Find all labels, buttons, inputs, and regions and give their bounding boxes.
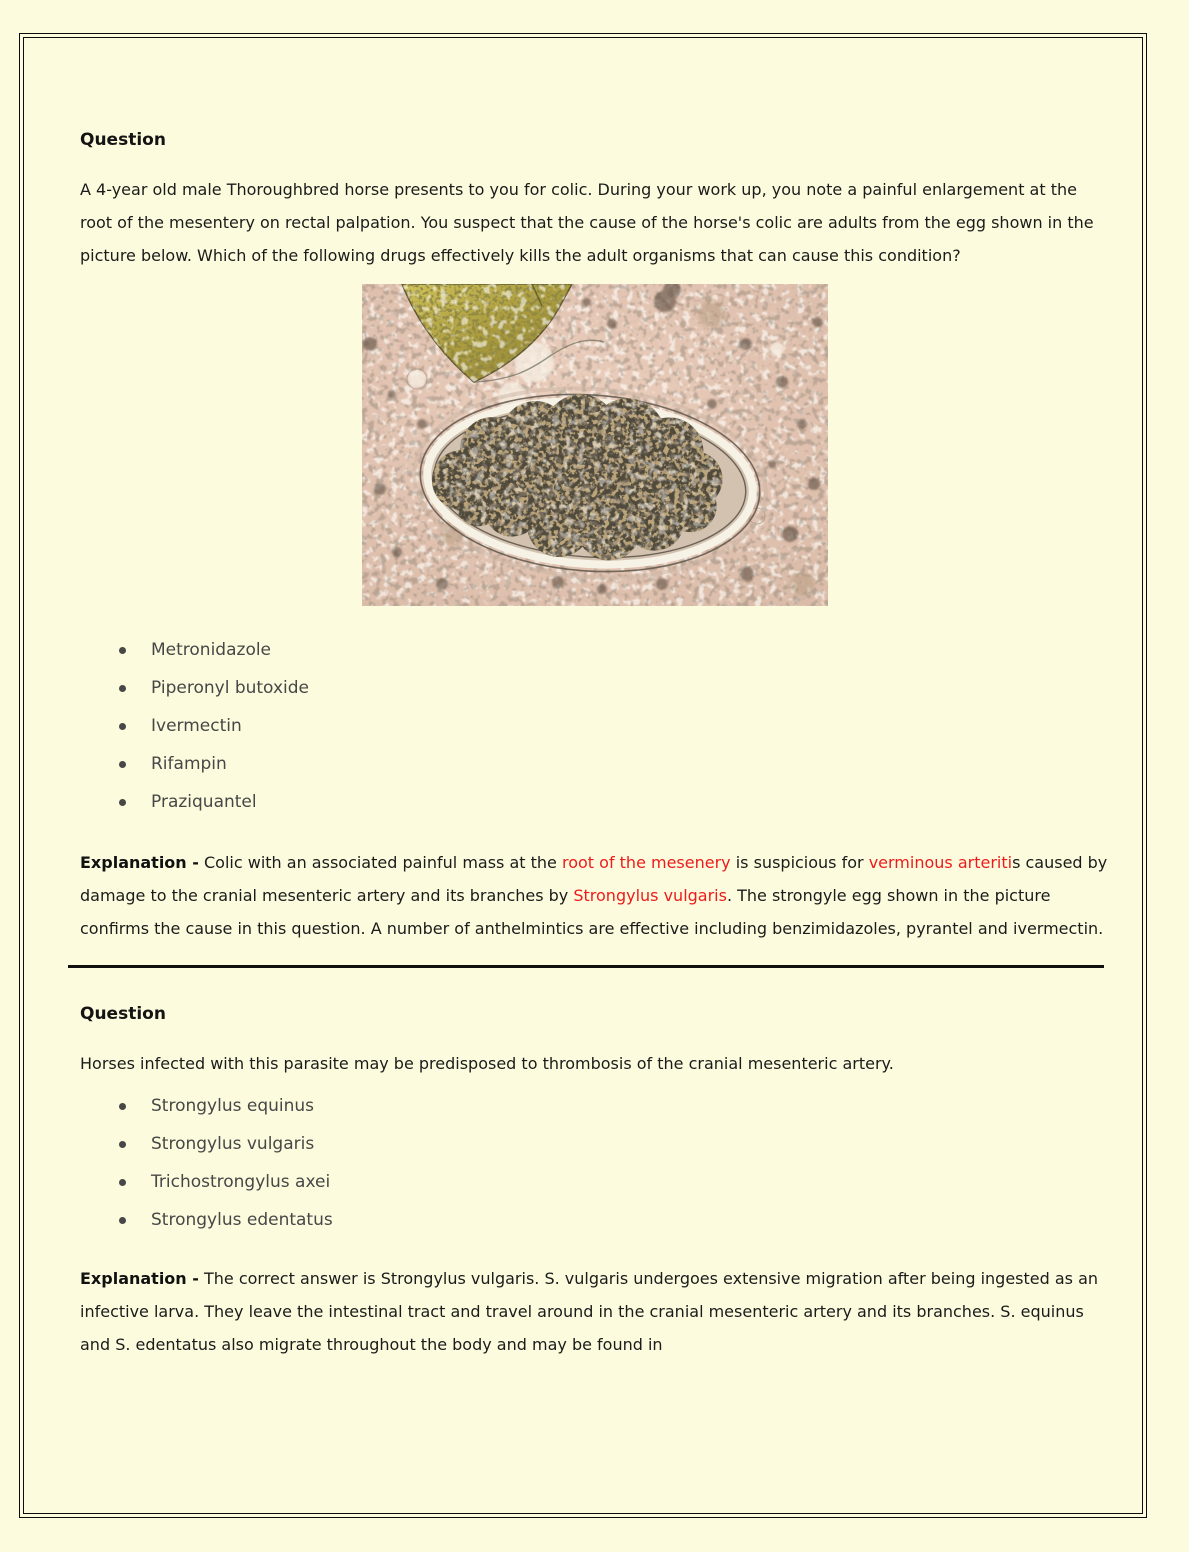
explanation-segment: s caused by damage to the cranial mesenteric artery and its branches by — [80, 853, 1108, 905]
answer-option[interactable] — [119, 1133, 1109, 1155]
section-divider — [68, 965, 1104, 968]
explanation-label: Explanation - — [80, 1269, 199, 1288]
answer-option[interactable] — [119, 1095, 1109, 1117]
question-heading: Question — [80, 130, 166, 150]
explanation-segment: The correct answer is Strongylus vulgaris. S. vulgaris undergoes extensive migration after being ingested as an infective larva. They leave the intestinal tract and travel around in the cranial mesenteric artery and its branches. S. equinus and S. edentatus also migrate throughout the body and may be found in — [80, 1269, 1099, 1354]
explanation-segment: Colic with an associated painful mass at the — [204, 853, 562, 872]
answer-option-label: Strongylus equinus — [151, 1096, 315, 1116]
explanation-paragraph — [80, 1262, 1109, 1361]
answer-options-list-2 — [80, 1095, 1109, 1231]
answer-option[interactable] — [119, 791, 1109, 813]
question-block-2 — [80, 1004, 1109, 1361]
explanation-paragraph — [80, 846, 1109, 945]
micrograph-image — [362, 284, 828, 606]
explanation-segment: . The strongyle egg shown in the picture confirms the cause in this question. A number of anthelmintics are effective including benzimidazoles, pyrantel and ivermectin. — [80, 886, 1104, 938]
explanation-highlight: Strongylus vulgaris — [573, 886, 727, 905]
answer-option-label: Praziquantel — [151, 792, 257, 812]
explanation-highlight: verminous arteriti — [868, 853, 1013, 872]
question-block-1 — [80, 130, 1109, 945]
answer-option-label: Strongylus vulgaris — [151, 1134, 315, 1154]
question-text: Horses infected with this parasite may be predisposed to thrombosis of the cranial mesenteric artery. — [80, 1054, 894, 1073]
strongyle-egg-micrograph — [362, 284, 828, 606]
answer-options-list-1 — [80, 639, 1109, 813]
answer-option[interactable] — [119, 753, 1109, 775]
answer-option[interactable] — [119, 1171, 1109, 1193]
answer-option[interactable] — [119, 677, 1109, 699]
answer-option-label: Trichostrongylus axei — [151, 1172, 331, 1192]
answer-option-label: Rifampin — [151, 754, 227, 774]
answer-option[interactable] — [119, 715, 1109, 737]
explanation-segment: is suspicious for — [730, 853, 869, 872]
explanation-label: Explanation - — [80, 853, 199, 872]
answer-option-label: Piperonyl butoxide — [151, 678, 309, 698]
answer-option[interactable] — [119, 1209, 1109, 1231]
answer-option-label: Ivermectin — [151, 716, 242, 736]
explanation-highlight: root of the mesenery — [561, 853, 731, 872]
question-heading: Question — [80, 1004, 166, 1024]
answer-option-label: Strongylus edentatus — [151, 1210, 333, 1230]
question-text: A 4-year old male Thoroughbred horse presents to you for colic. During your work up, you note a painful enlargement at the root of the mesentery on rectal palpation. You suspect that the cause of the horse's colic are adults from the egg shown in the picture below. Which of the following drugs effectively kills the adult organisms that can cause this condition? — [80, 180, 1094, 265]
answer-option[interactable] — [119, 639, 1109, 661]
page-content — [23, 37, 1143, 1514]
page-border — [19, 33, 1147, 1518]
answer-option-label: Metronidazole — [151, 640, 272, 660]
